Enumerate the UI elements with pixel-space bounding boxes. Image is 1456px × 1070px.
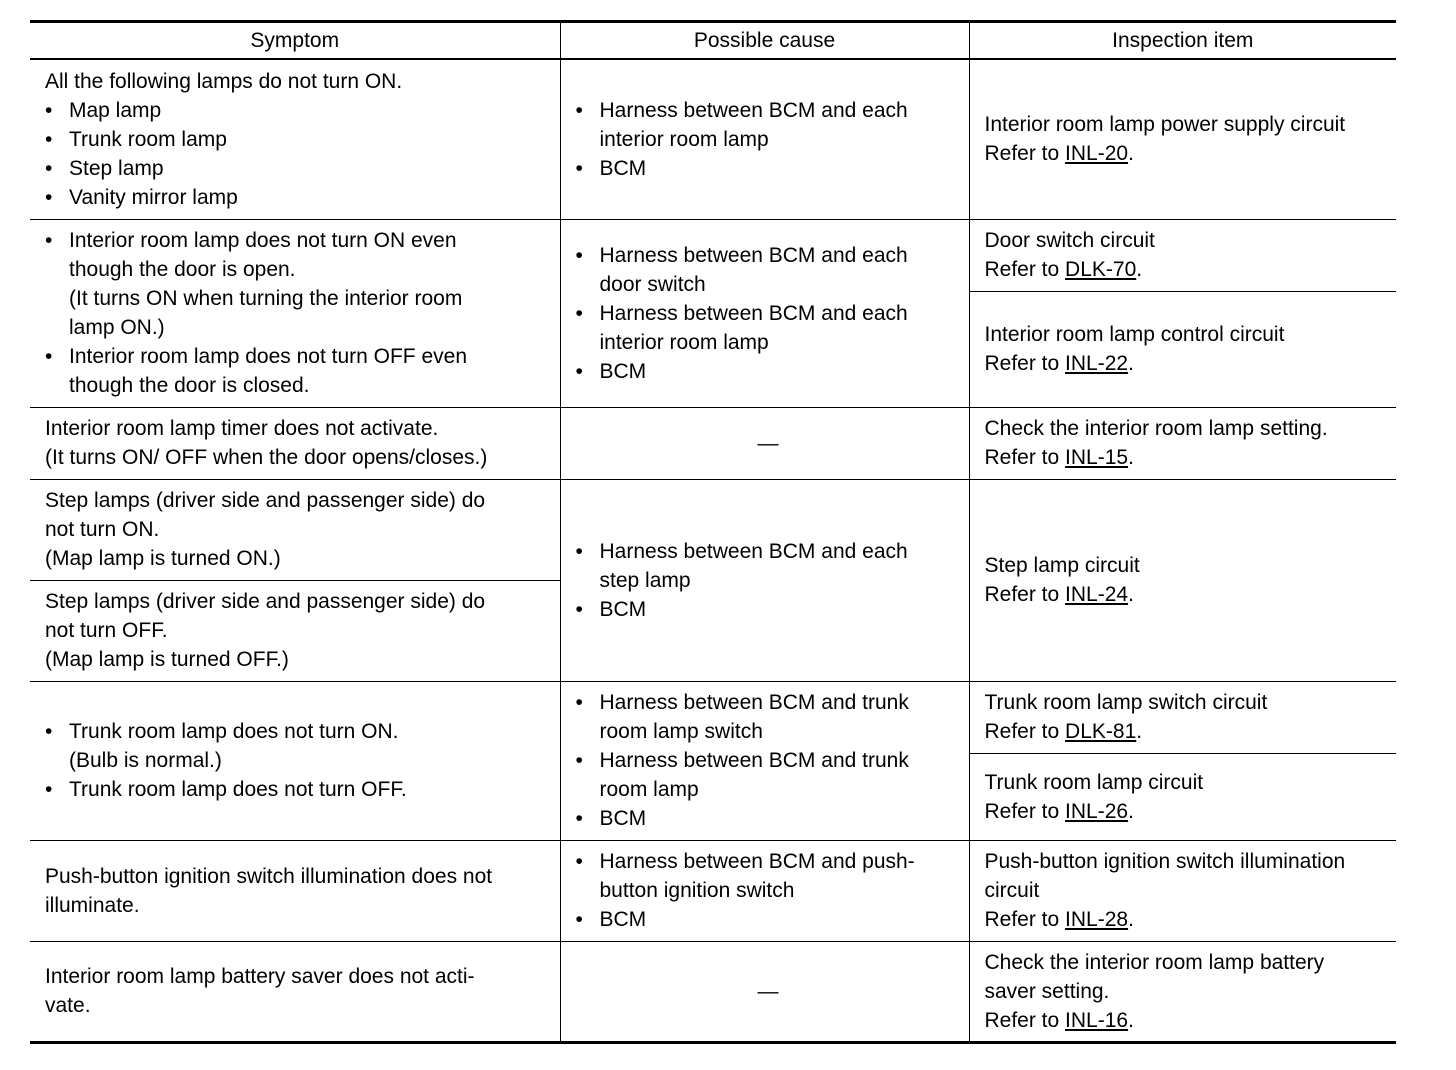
table-row xyxy=(30,840,1396,941)
refer-line: Refer to INL-16. xyxy=(984,1008,1134,1032)
table-row xyxy=(30,219,1396,291)
ref-link-dlk-70[interactable]: DLK-70 xyxy=(1065,258,1137,281)
ref-link-inl-28[interactable]: INL-28 xyxy=(1065,908,1129,931)
refer-line: Refer to INL-28. xyxy=(984,908,1134,931)
list-item: • BCM xyxy=(576,154,961,183)
symptom-cell xyxy=(30,681,560,840)
inspection-cell xyxy=(969,291,1396,407)
cause-list xyxy=(576,241,961,386)
inspection-text: Check the interior room lamp battery xyxy=(984,950,1325,974)
inspection-text: Interior room lamp power supply circuit xyxy=(984,113,1346,137)
inspection-text: Trunk room lamp circuit xyxy=(984,770,1204,794)
cause-list xyxy=(576,688,961,833)
list-item: • Interior room lamp does not turn OFF even though the door is closed. xyxy=(45,342,552,400)
symptom-text: Push-button ignition switch illumination does not xyxy=(45,864,493,888)
ref-link-dlk-81[interactable]: DLK-81 xyxy=(1065,720,1137,743)
inspection-text: Door switch circuit xyxy=(984,229,1155,252)
symptom-text: All the following lamps do not turn ON. xyxy=(45,69,403,93)
cause-cell xyxy=(560,219,969,407)
list-item: • Trunk room lamp xyxy=(45,125,552,154)
list-item: • BCM xyxy=(576,804,961,833)
dash: — xyxy=(757,979,779,1003)
cause-list xyxy=(576,537,961,624)
diagnosis-table xyxy=(30,20,1396,1044)
cause-cell xyxy=(560,840,969,941)
refer-line: Refer to INL-24. xyxy=(984,583,1134,606)
inspection-cell xyxy=(969,407,1396,479)
ref-link-inl-20[interactable]: INL-20 xyxy=(1065,142,1129,166)
inspection-text: circuit xyxy=(984,879,1040,902)
inspection-text: saver setting. xyxy=(984,979,1110,1003)
list-item: • Harness between BCM and each interior room lamp xyxy=(576,96,961,154)
list-item: • Vanity mirror lamp xyxy=(45,183,552,212)
inspection-cell xyxy=(969,753,1396,840)
cause-cell xyxy=(560,59,969,219)
cause-cell xyxy=(560,407,969,479)
refer-line: Refer to DLK-70. xyxy=(984,258,1143,281)
symptom-cell xyxy=(30,59,560,219)
ref-link-inl-16[interactable]: INL-16 xyxy=(1065,1008,1129,1032)
header-inspection-item: Inspection item xyxy=(969,22,1396,60)
refer-line: Refer to INL-22. xyxy=(984,352,1134,375)
refer-line: Refer to DLK-81. xyxy=(984,720,1143,743)
list-item: • BCM xyxy=(576,595,961,624)
inspection-cell xyxy=(969,219,1396,291)
inspection-text: Interior room lamp control circuit xyxy=(984,323,1285,346)
symptom-text: vate. xyxy=(45,994,91,1017)
symptom-text: (Map lamp is turned ON.) xyxy=(45,547,281,570)
list-item: • Harness between BCM and trunk room lamp switch xyxy=(576,688,961,746)
list-item: • Map lamp xyxy=(45,96,552,125)
symptom-cell xyxy=(30,840,560,941)
symptom-cell xyxy=(30,219,560,407)
list-item: • BCM xyxy=(576,905,961,934)
cause-cell xyxy=(560,681,969,840)
dash: — xyxy=(757,431,779,455)
symptom-text: Interior room lamp battery saver does not acti- xyxy=(45,965,475,988)
inspection-cell xyxy=(969,941,1396,1042)
inspection-text: Step lamp circuit xyxy=(984,554,1140,577)
symptom-cell xyxy=(30,941,560,1042)
list-item: • Step lamp xyxy=(45,154,552,183)
symptom-text: Step lamps (driver side and passenger side) do xyxy=(45,489,486,512)
symptom-text: not turn ON. xyxy=(45,518,160,541)
inspection-cell xyxy=(969,59,1396,219)
symptom-list xyxy=(45,96,552,212)
cause-list xyxy=(576,847,961,934)
symptom-cell xyxy=(30,479,560,580)
list-item: • Trunk room lamp does not turn ON. (Bulb is normal.) xyxy=(45,717,552,775)
symptom-text: (Map lamp is turned OFF.) xyxy=(45,648,289,671)
refer-line: Refer to INL-26. xyxy=(984,799,1134,823)
symptom-text: not turn OFF. xyxy=(45,619,168,642)
inspection-text: Check the interior room lamp setting. xyxy=(984,417,1328,440)
ref-link-inl-26[interactable]: INL-26 xyxy=(1065,799,1129,823)
header-row xyxy=(30,22,1396,60)
symptom-cell xyxy=(30,407,560,479)
refer-line: Refer to INL-20. xyxy=(984,142,1134,166)
list-item: • Harness between BCM and trunk room lamp xyxy=(576,746,961,804)
list-item: • Harness between BCM and each interior room lamp xyxy=(576,299,961,357)
table-row xyxy=(30,941,1396,1042)
symptom-text: (It turns ON/ OFF when the door opens/closes.) xyxy=(45,446,488,469)
ref-link-inl-15[interactable]: INL-15 xyxy=(1065,446,1129,469)
list-item: • Interior room lamp does not turn ON even though the door is open. (It turns ON when turning the interior room lamp ON.) xyxy=(45,226,552,342)
table-row xyxy=(30,479,1396,580)
symptom-text: Interior room lamp timer does not activate. xyxy=(45,417,439,440)
symptom-text: illuminate. xyxy=(45,893,140,917)
table-row xyxy=(30,59,1396,219)
symptom-list xyxy=(45,226,552,400)
inspection-text: Push-button ignition switch illumination xyxy=(984,850,1346,873)
inspection-cell xyxy=(969,681,1396,753)
inspection-text: Trunk room lamp switch circuit xyxy=(984,691,1268,714)
cause-cell xyxy=(560,941,969,1042)
list-item: • Harness between BCM and push- button ignition switch xyxy=(576,847,961,905)
header-symptom: Symptom xyxy=(30,22,560,60)
cause-cell xyxy=(560,479,969,681)
list-item: • Harness between BCM and each step lamp xyxy=(576,537,961,595)
symptom-list xyxy=(45,717,552,804)
list-item: • Harness between BCM and each door switch xyxy=(576,241,961,299)
inspection-cell xyxy=(969,840,1396,941)
cause-list xyxy=(576,96,961,183)
header-possible-cause: Possible cause xyxy=(560,22,969,60)
symptom-cell xyxy=(30,580,560,681)
ref-link-inl-24[interactable]: INL-24 xyxy=(1065,583,1129,606)
table-row xyxy=(30,407,1396,479)
list-item: • Trunk room lamp does not turn OFF. xyxy=(45,775,552,804)
refer-line: Refer to INL-15. xyxy=(984,446,1134,469)
ref-link-inl-22[interactable]: INL-22 xyxy=(1065,352,1129,375)
list-item: • BCM xyxy=(576,357,961,386)
symptom-text: Step lamps (driver side and passenger side) do xyxy=(45,590,486,613)
inspection-cell xyxy=(969,479,1396,681)
table-row xyxy=(30,681,1396,753)
